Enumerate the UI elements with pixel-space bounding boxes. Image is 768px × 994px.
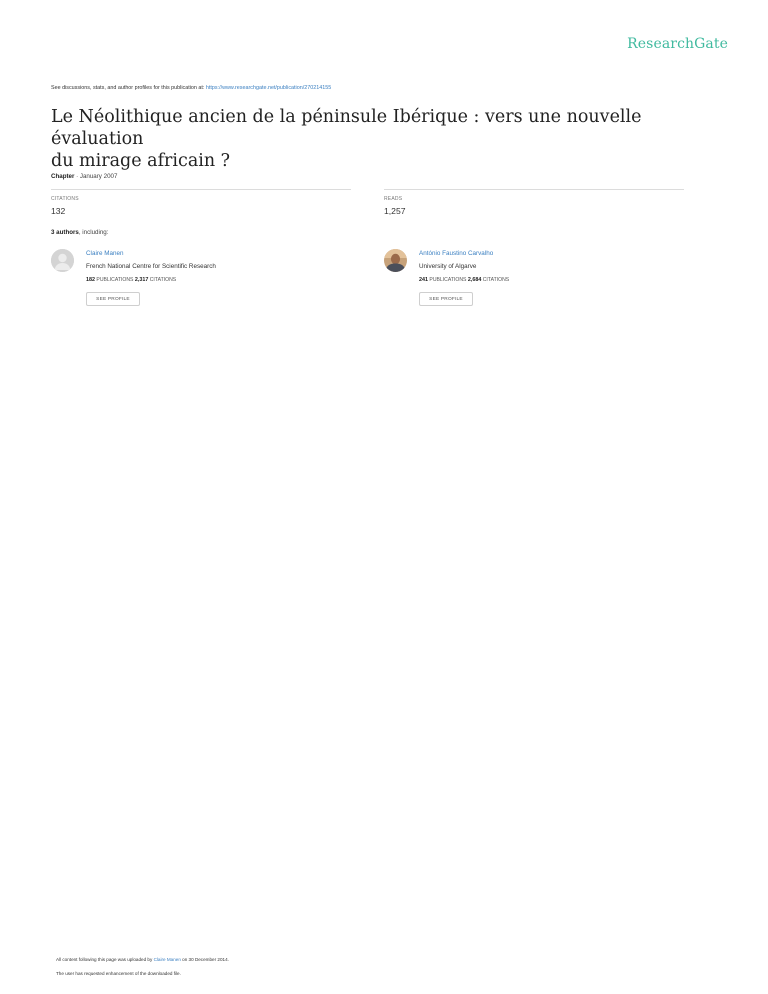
author-citations-label: CITATIONS bbox=[149, 277, 177, 283]
publication-title bbox=[51, 106, 731, 172]
authors-suffix: , including: bbox=[78, 229, 109, 236]
title-line-2: du mirage africain ? bbox=[51, 151, 231, 171]
author-avatar-default-person-icon[interactable] bbox=[51, 249, 74, 272]
researchgate-logo[interactable]: ResearchGate bbox=[627, 36, 728, 52]
reads-label: READS bbox=[384, 196, 403, 202]
author-publications-label: PUBLICATIONS bbox=[429, 277, 467, 283]
author-citations-label: CITATIONS bbox=[482, 277, 510, 283]
authors-summary bbox=[51, 229, 108, 236]
photo-avatar bbox=[384, 249, 407, 272]
citations-value: 132 bbox=[51, 206, 66, 216]
author-institution: French National Centre for Scientific Research bbox=[86, 263, 216, 270]
author-avatar-photo[interactable] bbox=[384, 249, 407, 272]
author-citations-count: 2,684 bbox=[467, 277, 482, 283]
citations-label: CITATIONS bbox=[51, 196, 79, 202]
discussion-prefix: See discussions, stats, and author profiles for this publication at: bbox=[51, 85, 206, 91]
default-person-icon bbox=[51, 249, 74, 272]
author-stats bbox=[419, 277, 509, 283]
author-publications-count: 241 bbox=[419, 277, 428, 283]
publication-meta bbox=[51, 173, 117, 180]
uploader-link[interactable]: Claire Manen bbox=[153, 957, 181, 962]
author-institution: University of Algarve bbox=[419, 263, 477, 270]
publication-date: January 2007 bbox=[79, 173, 118, 180]
enhancement-note: The user has requested enhancement of the downloaded file. bbox=[56, 971, 181, 976]
author-name-link[interactable]: António Faustino Carvalho bbox=[419, 250, 494, 257]
upload-prefix: All content following this page was uploaded by bbox=[56, 957, 154, 962]
author-citations-count: 2,317 bbox=[134, 277, 149, 283]
discussion-line bbox=[51, 85, 331, 91]
publication-url-link[interactable]: https://www.researchgate.net/publication/270214155 bbox=[205, 85, 332, 91]
publication-type: Chapter bbox=[51, 173, 75, 180]
author-stats bbox=[86, 277, 176, 283]
authors-count: 3 authors bbox=[51, 229, 79, 236]
see-profile-button[interactable]: SEE PROFILE bbox=[419, 292, 473, 306]
title-line-1: Le Néolithique ancien de la péninsule Ibérique : vers une nouvelle évaluation bbox=[51, 107, 642, 149]
author-publications-label: PUBLICATIONS bbox=[96, 277, 134, 283]
citations-divider bbox=[51, 189, 351, 190]
reads-value: 1,257 bbox=[384, 206, 406, 216]
reads-divider bbox=[384, 189, 684, 190]
see-profile-button[interactable]: SEE PROFILE bbox=[86, 292, 140, 306]
author-publications-count: 182 bbox=[86, 277, 95, 283]
upload-suffix: on 30 December 2014. bbox=[180, 957, 229, 962]
author-name-link[interactable]: Claire Manen bbox=[86, 250, 124, 257]
upload-note bbox=[56, 957, 229, 962]
meta-separator: · bbox=[74, 173, 80, 180]
